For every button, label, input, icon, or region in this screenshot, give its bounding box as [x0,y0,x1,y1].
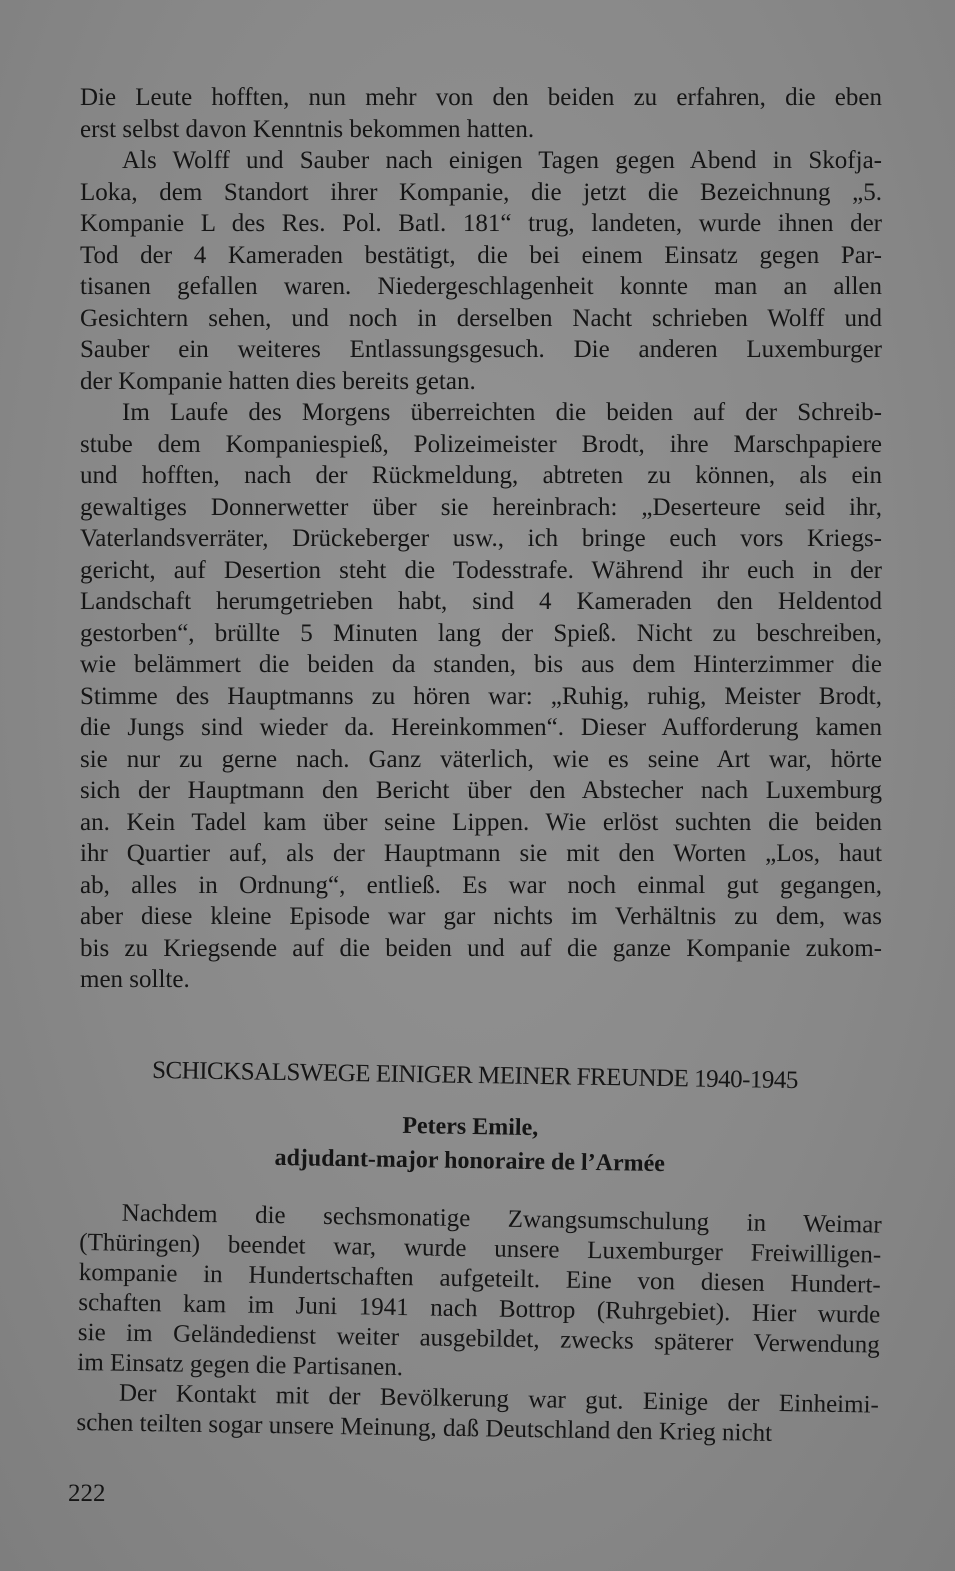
text-line: sie im Geländedienst weiter ausgebildet, zwecks späterer Verwendung [77,1318,881,1359]
text-line: Gesichtern sehen, und noch in derselben Nacht schrieben Wolff und [80,304,882,332]
text-line: im Einsatz gegen die Partisanen. [77,1348,404,1382]
text-line: Die Leute hofften, nun mehr von den beiden zu erfahren, die eben [80,84,882,111]
author-name: Peters Emile, [402,1112,539,1142]
text-line: der Kompanie hatten dies bereits getan. [80,367,476,395]
chapter-heading: SCHICKSALSWEGE EINIGER MEINER FREUNDE 1940-1945 [151,1056,799,1095]
text-line: gericht, auf Desertion steht die Todesstrafe. Während ihr euch in der [80,556,882,584]
text-line: Sauber ein weiteres Entlassungsgesuch. Die anderen Luxemburger [80,336,882,363]
text-line: ihr Quartier auf, als der Hauptmann sie mit den Worten „Los, haut [80,840,882,867]
text-line: schen teilten sogar unsere Meinung, daß Deutschland den Krieg nicht [76,1408,773,1447]
text-line: sie nur zu gerne nach. Ganz väterlich, wie es seine Art war, hörte [80,745,882,773]
text-line: gewaltiges Donnerwetter über sie hereinbrach: „Deserteure seid ihr, [80,493,882,521]
text-line: men sollte. [80,966,190,993]
text-line: und hofften, nach der Rückmeldung, abtreten zu können, als ein [80,462,882,489]
text-line: tisanen gefallen waren. Niedergeschlagenheit konnte man an allen [80,273,882,300]
text-line: schaften kam im Juni 1941 nach Bottrop (Ruhrgebiet). Hier wurde [78,1288,881,1329]
text-line: die Jungs sind wieder da. Hereinkommen“. Dieser Aufforderung kamen [80,714,882,741]
text-line: sich der Hauptmann den Bericht über den Abstecher nach Luxemburg [80,777,882,804]
text-line: (Thüringen) beendet war, wurde unsere Luxemburger Freiwilligen- [79,1228,882,1269]
text-line: Kompanie L des Res. Pol. Batl. 181“ trug, landeten, wurde ihnen der [80,210,882,237]
text-line: Vaterlandsverräter, Drückeberger usw., ich bringe euch vors Kriegs- [80,525,882,552]
text-line: Landschaft herumgetrieben habt, sind 4 Kameraden den Heldentod [80,588,882,615]
text-line: Loka, dem Standort ihrer Kompanie, die jetzt die Bezeichnung „5. [80,178,882,206]
text-line: bis zu Kriegsende auf die beiden und auf die ganze Kompanie zukom- [80,934,882,962]
text-line: wie belämmert die beiden da standen, bis aus dem Hinterzimmer die [80,651,882,678]
text-line: ab, alles in Ordnung“, entließ. Es war noch einmal gut gegangen, [80,871,882,899]
author-title: adjudant-major honoraire de l’Armée [274,1144,666,1178]
text-line: Der Kontakt mit der Bevölkerung war gut. Einige der Einheimi- [118,1379,880,1419]
text-line: Stimme des Hauptmanns zu hören war: „Ruhig, ruhig, Meister Brodt, [80,682,882,710]
text-line: Im Laufe des Morgens überreichten die beiden auf der Schreib- [122,399,882,426]
section-2-text [76,1198,882,1451]
text-line: stube dem Kompaniespieß, Polizeimeister Brodt, ihre Marschpapiere [80,430,882,458]
text-line: kompanie in Hundertschaften aufgeteilt. Eine von diesen Hundert- [78,1258,881,1299]
text-line: aber diese kleine Episode war gar nichts im Verhältnis zu dem, was [80,903,882,930]
author-byline [150,1105,791,1183]
text-line: gestorben“, brüllte 5 Minuten lang der Spieß. Nicht zu beschreiben, [80,619,882,647]
page-number: 222 [68,1480,106,1507]
text-line: Nachdem die sechsmonatige Zwangsumschulung in Weimar [121,1199,882,1239]
text-line: erst selbst davon Kenntnis bekommen hatten. [80,115,535,143]
text-line: Als Wolff und Sauber nach einigen Tagen gegen Abend in Skofja- [122,147,882,174]
section-1-text [80,82,882,996]
text-line: Tod der 4 Kameraden bestätigt, die bei einem Einsatz gegen Par- [80,241,882,269]
text-line: an. Kein Tadel kam über seine Lippen. Wie erlöst suchten die beiden [80,808,882,836]
